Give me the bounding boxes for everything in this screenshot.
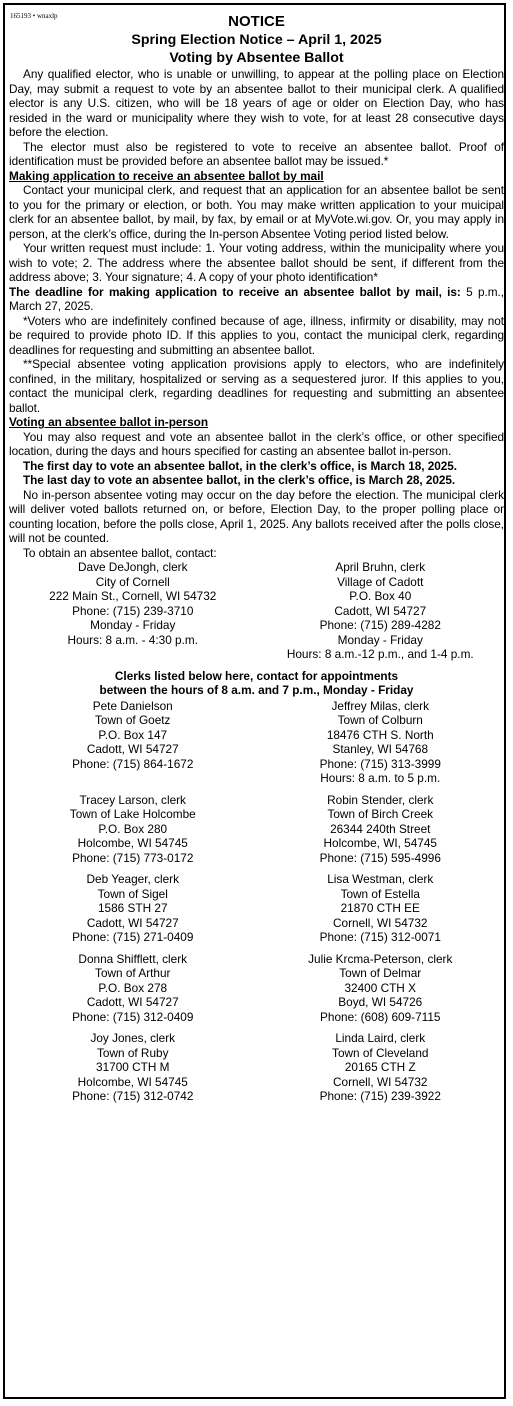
clerk-contact [257,872,505,945]
clerk-contact-line: Phone: (715) 271-0409 [72,930,194,944]
clerk-contact-line: Phone: (715) 313-3999 [319,756,441,771]
clerk-contact-line: Joy Jones, clerk [90,1031,176,1045]
appointment-note [9,669,504,698]
inperson-section-heading: Voting an absentee ballot in-person [9,415,209,429]
clerk-contact [257,560,505,662]
clerk-contact-line: 222 Main St., Cornell, WI 54732 [49,589,217,603]
clerk-contact-line: Town of Delmar [339,966,422,980]
clerk-contact-line: Monday - Friday [90,618,176,632]
clerk-contact-line: Julie Krcma-Peterson, clerk [308,951,453,966]
clerk-contact [257,1031,505,1104]
clerk-contact-line: 32400 CTH X [344,980,416,995]
clerk-contact-line: P.O. Box 147 [98,727,168,742]
clerk-contact-line: Town of Colburn [337,713,423,727]
clerk-contact-line: Holcombe, WI 54745 [77,1074,188,1089]
clerk-contact-line: Donna Shifflett, clerk [78,951,188,966]
clerk-contact-line: Lisa Westman, clerk [327,872,434,886]
election-title: Spring Election Notice – April 1, 2025 [131,32,382,48]
clerk-contact-line: 20165 CTH Z [344,1060,416,1074]
notice-heading: NOTICE [228,13,285,30]
clerk-contact [9,560,257,662]
clerk-contact-line: Town of Estella [340,886,420,901]
clerk-contact-line: Cadott, WI 54727 [86,915,179,930]
no-inperson-paragraph: No in-person absentee voting may occur on the day before the election. The municipal clerk will deliver voted ballots returned on, or before, Election Day, to the proper polling place or counting location, before the polls close, April 1, 2025. Any ballots received after the polls close, will not be counted. [9,487,504,545]
written-request-paragraph: Your written request must include: 1. Your voting address, within the municipality where you wish to vote; 2. The address where the absentee ballot should be sent, if different from the address above; 3. Your signature; 4. A copy of your photo identification* [9,241,504,284]
clerk-contact-line: Phone: (715) 312-0409 [72,1009,194,1024]
clerk-contact-line: Phone: (715) 864-1672 [72,756,194,771]
clerk-contact-line: Phone: (715) 773-0172 [72,850,194,865]
inperson-paragraph: You may also request and vote an absentee ballot in the clerk’s office, or other specified location, during the days and hours specified for casting an absentee ballot in-person. [9,429,504,458]
clerk-contact-line: Phone: (715) 239-3710 [72,603,194,618]
clerk-contact-line: Boyd, WI 54726 [338,995,423,1009]
clerk-contact-line: 21870 CTH EE [340,901,420,915]
clerk-contact-line: Town of Cleveland [332,1045,429,1060]
clerk-contact [257,699,505,786]
clerk-contact-line: Tracey Larson, clerk [79,792,186,807]
clerk-contact-line: Cadott, WI 54727 [86,995,179,1009]
special-provisions-note: **Special absentee voting application provisions apply to electors, who are indefinitely confined, in the military, hospitalized or serving as a sequestered juror. If this applies to you, contact the municipal clerk, regarding deadlines for requesting and submitting an absentee ballot. [9,357,504,415]
clerk-contact-line: Phone: (715) 312-0742 [72,1089,194,1103]
clerk-contact-line: Holcombe, WI 54745 [77,836,188,850]
clerk-contact-line: Phone: (608) 609-7115 [320,1009,441,1024]
appointment-line-2: between the hours of 8 a.m. and 7 p.m., Monday - Friday [99,683,414,697]
clerk-contact-line: Jeffrey Milas, clerk [331,698,429,713]
clerk-contact-line: Town of Goetz [95,713,171,727]
clerk-contact [9,793,257,866]
clerk-contact-line: Phone: (715) 289-4282 [319,618,441,632]
clerk-contact-line: Village of Cadott [337,574,424,589]
clerk-contact-line: Pete Danielson [92,698,173,713]
mail-application-paragraph: Contact your municipal clerk, and request that an application for an absentee ballot be sent to you for the primary or election, or both. You may make written application to your muicipal clerk for an absentee ballot, by mail, by fax, by email or at MyVote.wi.gov. Or, you may apply in person, at the clerk’s office, during the In-person Absentee Voting period listed below. [9,183,504,241]
intro-paragraph: Any qualified elector, who is unable or unwilling, to appear at the polling place on Election Day, may submit a request to vote by an absentee ballot to their municipal clerk. A qualified elector is any U.S. citizen, who will be 18 years of age or older on Election Day, who has resided in the ward or municipality where they wish to vote, for at least 28 consecutive days before the election. [9,67,504,139]
clerk-contact-line: P.O. Box 40 [349,589,412,603]
mail-section-heading: Making application to receive an absentee ballot by mail [9,168,324,183]
clerk-contacts [9,699,504,1111]
clerk-contact-line: Town of Lake Holcombe [69,807,196,821]
clerk-contact-line: 18476 CTH S. North [326,727,434,742]
clerk-contact-line: Stanley, WI 54768 [332,742,429,756]
deadline-date: 5 p.m., March 27, 2025. [9,284,504,313]
clerk-contact-line: Cornell, WI 54732 [333,915,428,930]
clerk-contact [9,1031,257,1104]
clerk-contact-line: Dave DeJongh, clerk [77,560,188,574]
clerk-contact-line: Hours: 8 a.m. to 5 p.m. [320,771,441,785]
clerk-contact-line: Cornell, WI 54732 [333,1074,428,1089]
clerk-contact-line: Town of Arthur [95,966,171,980]
notice-body [9,9,504,1111]
clerk-contact [9,872,257,945]
clerk-contact-line: Robin Stender, clerk [327,792,434,807]
clerk-contact-line: Cadott, WI 54727 [334,603,427,618]
clerk-contact [9,699,257,786]
clerk-contact-line: 31700 CTH M [96,1060,170,1074]
clerk-contact-line: Phone: (715) 239-3922 [319,1089,441,1103]
clerk-contact-line: Town of Birch Creek [327,807,434,821]
clerk-contact-line: Town of Sigel [97,886,168,901]
clerk-contact-line: P.O. Box 280 [98,821,168,836]
clerk-contact-line: City of Cornell [95,574,170,589]
registration-paragraph: The elector must also be registered to vote to receive an absentee ballot. Proof of identification must be provided before an absentee ballot may be issued.* [9,139,504,168]
clerk-contacts-top [9,560,504,669]
last-day-paragraph: The last day to vote an absentee ballot, in the clerk’s office, is March 28, 2025. [23,473,456,487]
clerk-contact-line: Phone: (715) 312-0071 [319,930,441,944]
clerk-contact-line: Linda Laird, clerk [335,1031,426,1045]
clerk-contact [257,952,505,1025]
clerk-contact-line: 1586 STH 27 [97,901,168,915]
clerk-contact-line: Phone: (715) 595-4996 [319,850,441,865]
clerk-contact-line: Hours: 8 a.m.-12 p.m., and 1-4 p.m. [286,647,474,661]
appointment-line-1: Clerks listed below here, contact for appointments [114,668,399,683]
deadline-label: The deadline for making application to receive an absentee ballot by mail, is: [9,284,461,299]
clerk-contact-line: Cadott, WI 54727 [86,742,179,756]
clerk-contact [257,793,505,866]
ballot-title: Voting by Absentee Ballot [169,50,344,66]
ad-code: 165193 • wnaxlp [10,12,58,20]
clerk-contact-line: Deb Yeager, clerk [86,872,179,886]
first-day-paragraph: The first day to vote an absentee ballot, in the clerk’s office, is March 18, 2025. [23,458,458,473]
clerk-contact-line: Holcombe, WI, 54745 [323,836,437,850]
clerk-contact-line: Hours: 8 a.m. - 4:30 p.m. [67,632,198,647]
clerk-contact [9,952,257,1025]
obtain-ballot-line: To obtain an absentee ballot, contact: [23,545,217,560]
confined-note: *Voters who are indefinitely confined because of age, illness, infirmity or disability, may not be required to provide photo ID. If this applies to you, contact the municipal clerk, regarding deadlines for requesting and submitting an absentee ballot. [9,313,504,357]
clerk-contact-line: Monday - Friday [337,632,423,647]
deadline-paragraph [9,285,504,314]
clerk-contact-line: April Bruhn, clerk [335,560,426,574]
clerk-contact-line: 26344 240th Street [330,821,431,836]
clerk-contact-line: Town of Ruby [97,1045,169,1060]
clerk-contact-line: P.O. Box 278 [98,980,168,995]
